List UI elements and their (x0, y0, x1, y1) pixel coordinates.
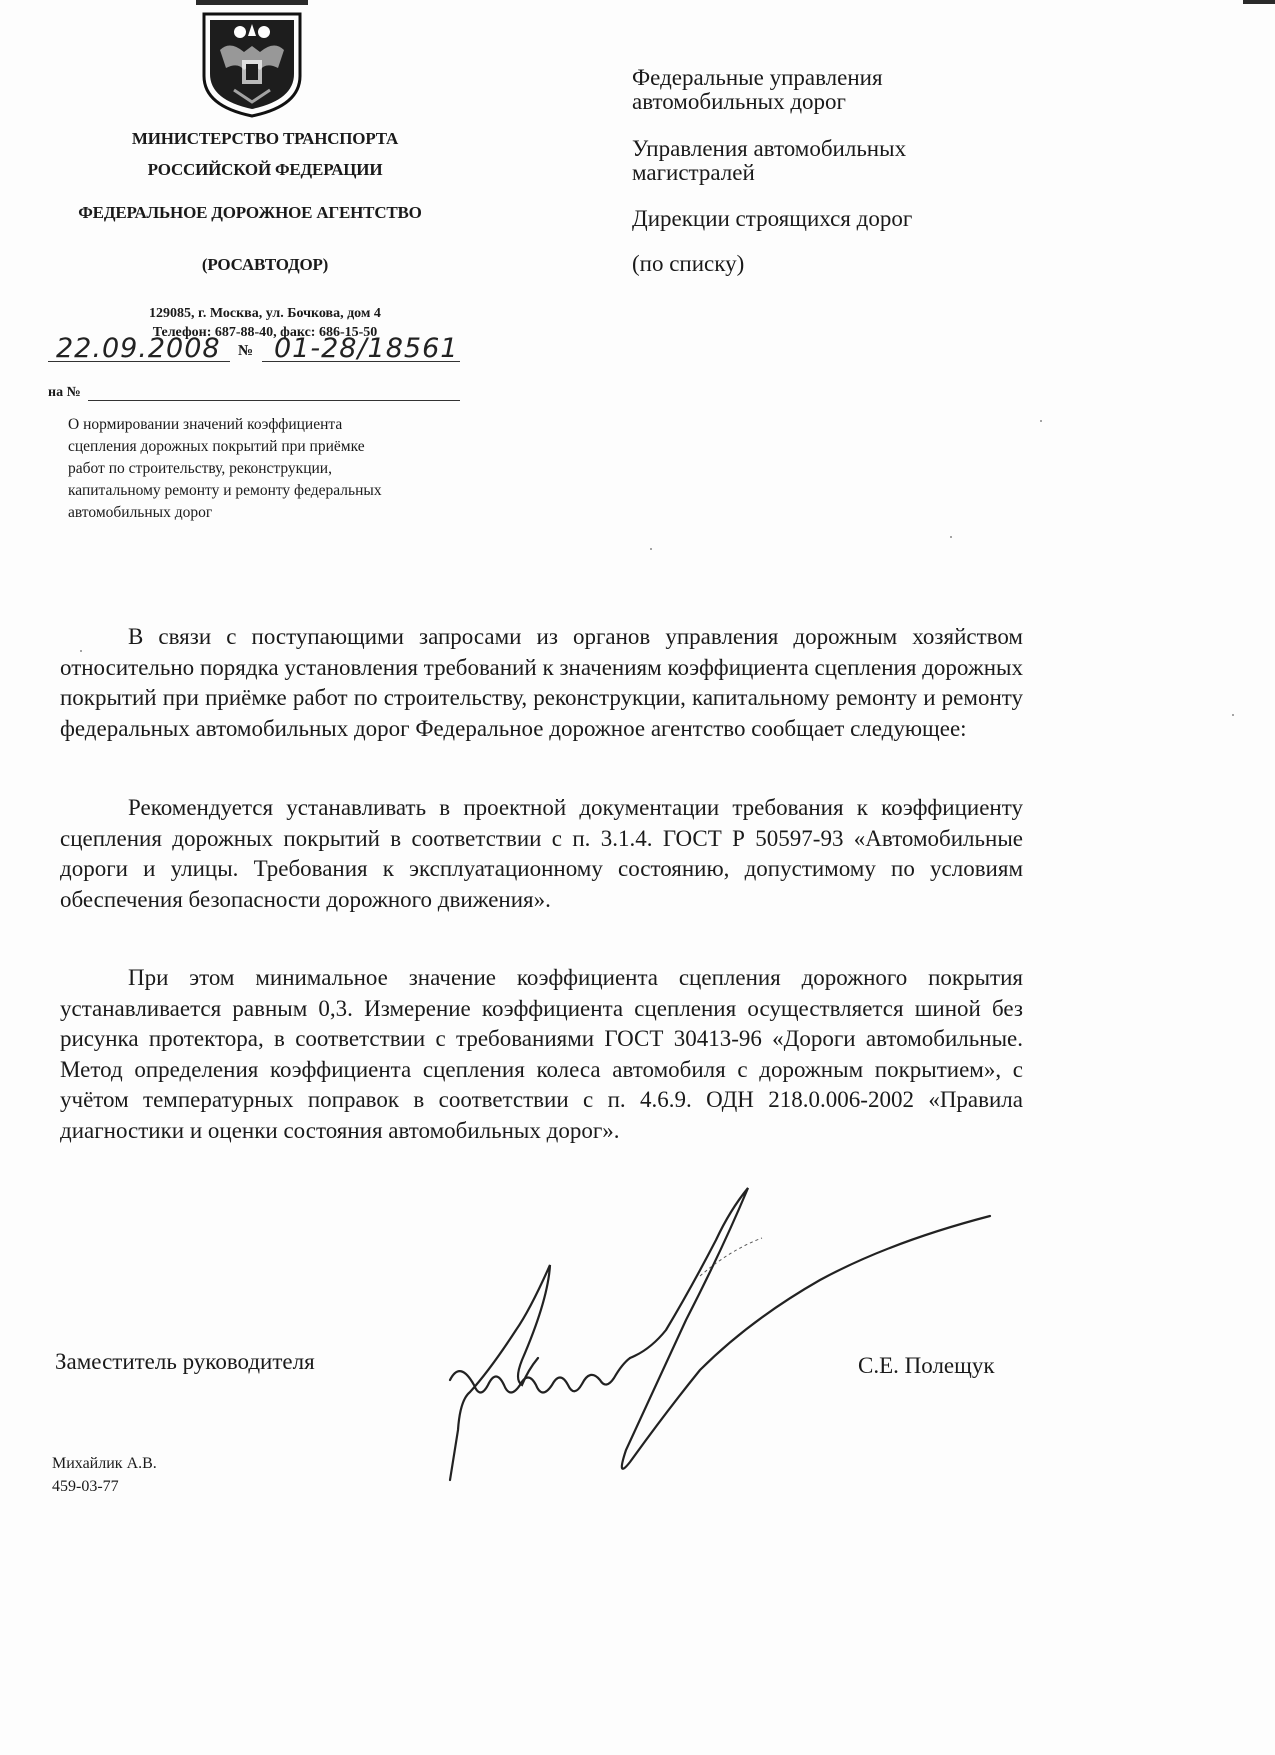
addressee-construction-directorates: Дирекции строящихся дорог (632, 206, 913, 231)
scan-edge-mark (1243, 0, 1275, 4)
executor-phone: 459-03-77 (52, 1478, 119, 1495)
ministry-name-line2: РОССИЙСКОЙ ФЕДЕРАЦИИ (147, 160, 383, 179)
body-paragraph-2 (60, 793, 1023, 915)
coat-of-arms-icon (200, 10, 304, 118)
addressee-list-note: (по списку) (632, 251, 745, 276)
executor-name: Михайлик А.В. (52, 1455, 157, 1472)
letter-subject (68, 414, 488, 524)
reference-underline (88, 400, 460, 401)
agency-short-name: (РОСАВТОДОР) (201, 255, 329, 274)
subject-line: автомобильных дорог (68, 504, 213, 521)
agency-phone-fax: Телефон: 687-88-40, факс: 686-15-50 (152, 325, 378, 340)
ministry-name-line1: МИНИСТЕРСТВО ТРАНСПОРТА (131, 129, 399, 148)
signatory-position: Заместитель руководителя (55, 1349, 315, 1374)
scan-edge-mark (196, 0, 308, 5)
reference-label: на № (48, 385, 81, 400)
addressee-highway-directorates (632, 137, 1052, 185)
subject-line: капитальному ремонту и ремонту федеральных (68, 482, 382, 499)
scan-speck (950, 536, 952, 538)
subject-line: О нормировании значений коэффициента (68, 416, 343, 433)
reference-row (48, 383, 460, 401)
addressee-line: магистралей (632, 160, 755, 185)
addressee-line: Управления автомобильных (632, 136, 907, 161)
number-label: № (238, 343, 254, 359)
subject-line: сцепления дорожных покрытий при приёмке (68, 438, 365, 455)
addressee-line: автомобильных дорог (632, 89, 846, 114)
scan-speck (650, 548, 652, 550)
scan-speck (1040, 420, 1042, 422)
handwritten-date: 22.09.2008 (56, 333, 221, 364)
subject-line: работ по строительству, реконструкции, (68, 460, 332, 477)
paragraph-text: При этом минимальное значение коэффициента сцепления дорожного покрытия устанавливается равным 0,3. Измерение коэффициента сцепления осуществляется шиной без рисунка протектора, в соответствии с требованиями ГОСТ 30413-96 «Дороги автомобильные. Метод определения коэффициента сцепления колеса автомобиля с дорожным покрытием», с учётом температурных поправок в соответствии с п. 4.6.9. ОДН 218.0.006-2002 «Правила диагностики и оценки состояния автомобильных дорог». (60, 965, 1023, 1143)
scan-speck (80, 650, 82, 652)
paragraph-text: В связи с поступающими запросами из органов управления дорожным хозяйством относительно порядка установления требований к значениям коэффициента сцепления дорожных покрытий при приёмке работ по строительству, реконструкции, капитальному ремонту и ремонту федеральных автомобильных дорог Федеральное дорожное агентство сообщает следующее: (60, 624, 1023, 741)
agency-name: ФЕДЕРАЛЬНОЕ ДОРОЖНОЕ АГЕНТСТВО (78, 203, 422, 222)
body-paragraph-1 (60, 622, 1023, 744)
handwritten-number: 01-28/18561 (274, 333, 459, 364)
handwritten-signature (430, 1180, 1020, 1500)
registration-row (48, 330, 460, 362)
addressee-federal-directorates (632, 66, 1052, 114)
signatory-name: С.Е. Полещук (858, 1353, 995, 1378)
executor-block (52, 1452, 157, 1498)
scan-speck (1232, 714, 1234, 716)
addressee-line: Федеральные управления (632, 65, 883, 90)
paragraph-text: Рекомендуется устанавливать в проектной документации требования к коэффициенту сцепления дорожных покрытий в соответствии с п. 3.1.4. ГОСТ Р 50597-93 «Автомобильные дороги и улицы. Требования к эксплуатационному состоянию, допустимому по условиям обеспечения безопасности дорожного движения». (60, 795, 1023, 912)
agency-address: 129085, г. Москва, ул. Бочкова, дом 4 (149, 306, 381, 321)
body-paragraph-3 (60, 963, 1023, 1146)
